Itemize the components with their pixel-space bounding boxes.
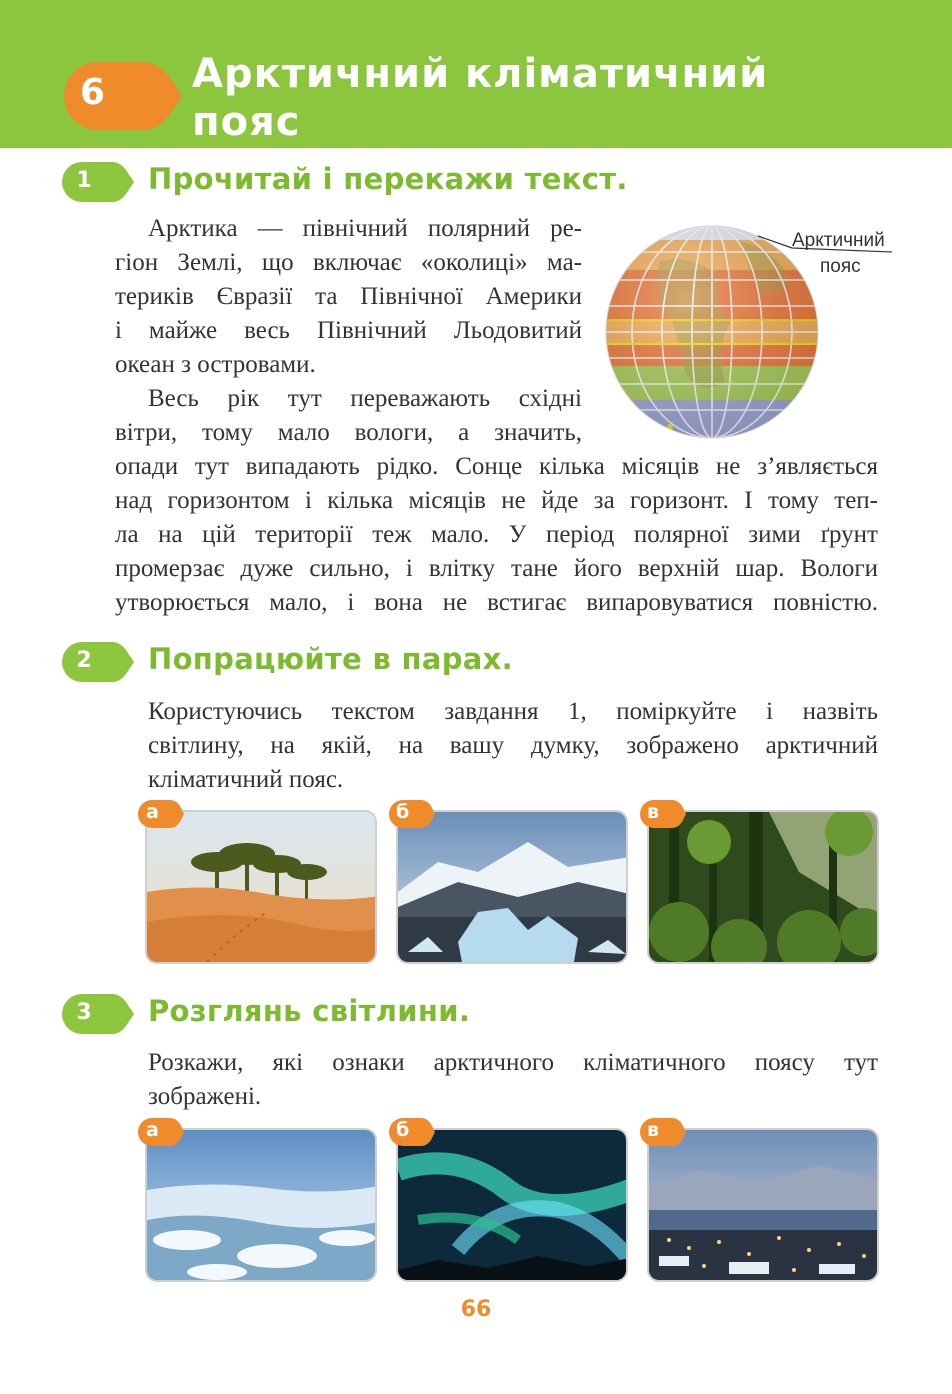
lesson-title-line-1: Арктичний кліматичний — [192, 51, 769, 97]
task-1-number: 1 — [76, 168, 92, 193]
globe-label-line-1: Арктичний — [792, 230, 885, 251]
photo-letter-badge — [138, 1118, 184, 1146]
text-line: і майже весь Північний Льодовитий — [115, 317, 582, 344]
text-line: океан з островами. — [115, 351, 316, 378]
photo-arctic-town — [647, 1128, 879, 1282]
photo-letter: б — [396, 1119, 410, 1141]
photo-letter: а — [146, 801, 159, 823]
text-line: гіон Землі, що включає «околиці» ма- — [115, 249, 582, 276]
photo-glacier — [396, 810, 628, 964]
text-line: Арктика — північний полярний ре- — [148, 215, 582, 242]
photo-letter: в — [647, 801, 660, 823]
text-line: Розкажи, які ознаки арктичного кліматичного поясу тут — [148, 1049, 878, 1076]
text-line: кліматичний пояс. — [148, 766, 344, 793]
text-line: вітри, тому мало вологи, а значить, — [115, 419, 582, 446]
photo-desert — [145, 810, 377, 964]
lesson-title — [192, 50, 932, 146]
photo-letter: а — [146, 1119, 159, 1141]
photo-letter-badge — [138, 800, 184, 828]
task-2-number: 2 — [76, 648, 92, 673]
photo-letter: в — [647, 1119, 660, 1141]
text-line: Користуючись текстом завдання 1, поміркуйте і назвіть — [148, 698, 878, 725]
text-line: промерзає дуже сильно, і влітку тане його верхній шар. Вологи — [115, 555, 878, 582]
text-line: зображені. — [148, 1083, 262, 1110]
text-line: опади тут випадають рідко. Сонце кілька місяців не з’являється — [115, 453, 878, 480]
task-3-number: 3 — [76, 1000, 92, 1025]
photo-letter: б — [396, 801, 410, 823]
text-line: над горизонтом і кілька місяців не йде за горизонт. І тому теп- — [115, 487, 878, 514]
task-3-title: Розглянь світлини. — [148, 994, 471, 1028]
globe-illustration — [600, 222, 900, 442]
photo-northern-lights — [396, 1128, 628, 1282]
text-line: утворюється мало, і вона не встигає випаровуватися повністю. — [115, 589, 878, 616]
photo-ice-field — [145, 1128, 377, 1282]
task-1-title: Прочитай і перекажи текст. — [148, 162, 628, 196]
photo-forest — [647, 810, 879, 964]
lesson-number: 6 — [80, 72, 106, 113]
task-2-title: Попрацюйте в парах. — [148, 642, 513, 676]
text-line: Весь рік тут переважають східні — [148, 385, 582, 412]
globe-icon — [600, 222, 900, 442]
text-line: ла на цій території теж мало. У період полярної зими ґрунт — [115, 521, 878, 548]
page-number: 66 — [460, 1297, 492, 1322]
text-line: світлину, на якій, на вашу думку, зображено арктичний — [148, 732, 878, 759]
text-line: териків Євразії та Північної Америки — [115, 283, 582, 310]
globe-label-line-2: пояс — [820, 256, 861, 277]
lesson-title-line-2: пояс — [192, 99, 301, 145]
